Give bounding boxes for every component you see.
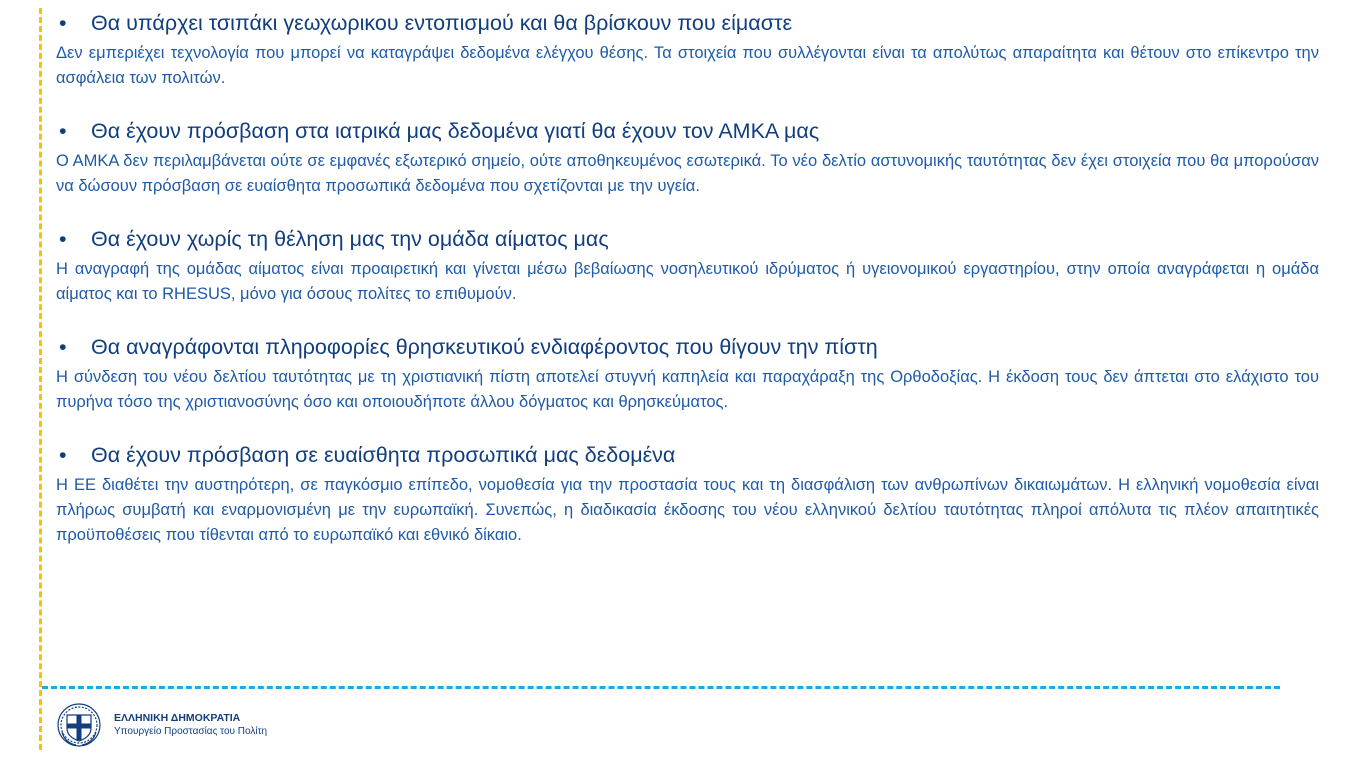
greek-coat-of-arms-icon [56, 702, 102, 748]
item-body: Ο ΑΜΚΑ δεν περιλαμβάνεται ούτε σε εμφανές εξωτερικό σημείο, ούτε αποθηκευμένος εσωτερικά. Το νέο δελτίο αστυνομικής ταυτότητας δεν έχει στοιχεία που θα μπορούσαν να δώσουν πρόσβαση σε ευαίσθητα προσωπικά δεδομένα που σχετίζονται με την υγεία. [56, 152, 1319, 195]
footer-subtitle: Υπουργείο Προστασίας του Πολίτη [114, 726, 268, 737]
footer [56, 702, 267, 748]
item-heading-text: Θα έχουν πρόσβαση σε ευαίσθητα προσωπικά μας δεδομένα [91, 443, 676, 467]
bullet-icon: • [59, 443, 67, 467]
item-heading [56, 440, 1319, 470]
item-heading [56, 224, 1319, 254]
list-item [56, 8, 1319, 91]
bullet-icon: • [59, 227, 67, 251]
item-body: Η σύνδεση του νέου δελτίου ταυτότητας με τη χριστιανική πίστη αποτελεί στυγνή καπηλεία και παραχάραξη της Ορθοδοξίας. Η έκδοση τους δεν άπτεται στο ελάχιστο του πυρήνα τόσο της χριστιανοσύνης όσο και οποιουδήποτε άλλου δόγματος και θρησκεύματος. [56, 368, 1319, 411]
item-heading [56, 332, 1319, 362]
item-heading [56, 116, 1319, 146]
item-heading-text: Θα υπάρχει τσιπάκι γεωχωρικου εντοπισμού και θα βρίσκουν που είμαστε [91, 11, 793, 35]
item-heading [56, 8, 1319, 38]
item-body: Δεν εμπεριέχει τεχνολογία που μπορεί να καταγράψει δεδομένα ελέγχου θέσης. Τα στοιχεία που συλλέγονται είναι τα απολύτως απαραίτητα και θέτουν στο επίκεντρο την ασφάλεια των πολιτών. [56, 44, 1319, 87]
list-item [56, 224, 1319, 307]
footer-text [114, 711, 267, 739]
bullet-icon: • [59, 11, 67, 35]
myths-facts-list [56, 8, 1319, 573]
bullet-icon: • [59, 335, 67, 359]
list-item [56, 332, 1319, 415]
left-dashed-rule [39, 8, 42, 750]
item-body: Η αναγραφή της ομάδας αίματος είναι προαιρετική και γίνεται μέσω βεβαίωσης νοσηλευτικού ιδρύματος ή υγειονομικού εργαστηρίου, στην οποία αναγράφεται η ομάδα αίματος και το RHESUS, μόνο για όσους πολίτες το επιθυμούν. [56, 260, 1319, 303]
list-item [56, 116, 1319, 199]
bullet-icon: • [59, 119, 67, 143]
footer-dashed-divider [42, 686, 1280, 689]
item-heading-text: Θα έχουν πρόσβαση στα ιατρικά μας δεδομένα γιατί θα έχουν τον ΑΜΚΑ μας [91, 119, 820, 143]
item-heading-text: Θα έχουν χωρίς τη θέληση μας την ομάδα αίματος μας [91, 227, 609, 251]
footer-title: ΕΛΛΗΝΙΚΗ ΔΗΜΟΚΡΑΤΙΑ [114, 712, 241, 724]
item-body: Η ΕΕ διαθέτει την αυστηρότερη, σε παγκόσμιο επίπεδο, νομοθεσία για την προστασία τους και τη διασφάλιση των ανθρωπίνων δικαιωμάτων. Η ελληνική νομοθεσία είναι πλήρως συμβατή και εναρμονισμένη με την ευρωπαϊκή. Συνεπώς, η διαδικασία έκδοσης του νέου ελληνικού δελτίου ταυτότητας πληροί απόλυτα τις πλέον απαιτητικές προϋποθέσεις που τίθενται από το ευρωπαϊκό και εθνικό δίκαιο. [56, 476, 1319, 544]
list-item [56, 440, 1319, 548]
item-heading-text: Θα αναγράφονται πληροφορίες θρησκευτικού ενδιαφέροντος που θίγουν την πίστη [91, 335, 878, 359]
